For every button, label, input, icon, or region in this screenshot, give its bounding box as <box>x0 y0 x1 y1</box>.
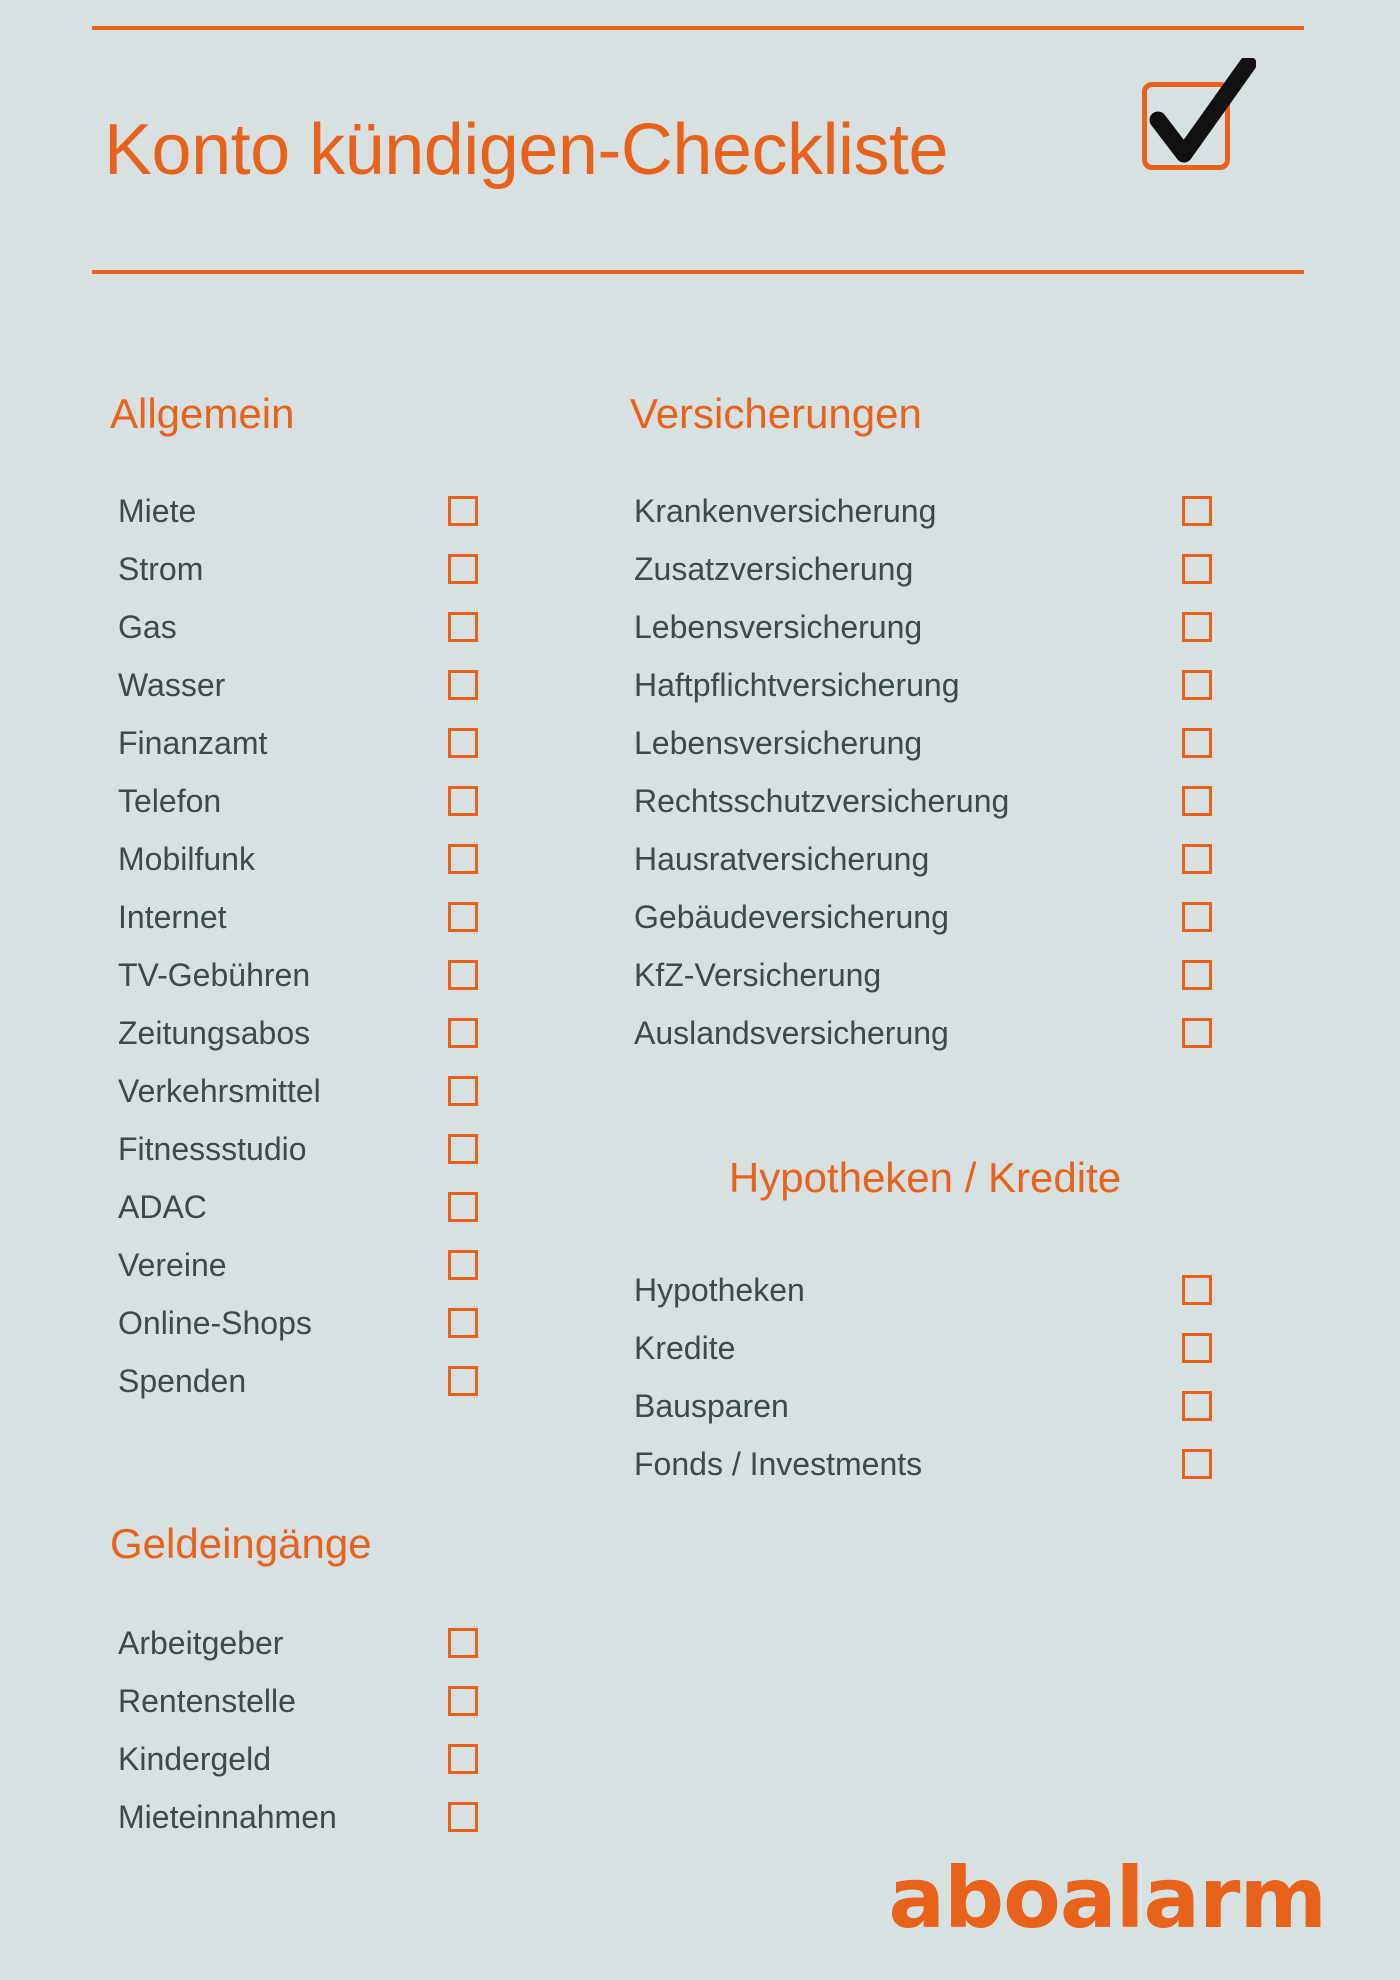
list-item[interactable] <box>100 540 600 598</box>
list-item[interactable] <box>100 946 600 1004</box>
checkbox[interactable] <box>448 496 478 526</box>
checkbox[interactable] <box>448 1366 478 1396</box>
list-item[interactable] <box>100 1730 600 1788</box>
checkbox[interactable] <box>448 1802 478 1832</box>
section-title-allgemein: Allgemein <box>110 390 295 437</box>
checkbox[interactable] <box>1182 496 1212 526</box>
item-label: Kredite <box>634 1329 736 1366</box>
aboalarm-logo: aboalarm <box>888 1849 1326 1947</box>
list-item[interactable] <box>620 830 1230 888</box>
list-item[interactable] <box>620 1004 1230 1062</box>
item-label: Arbeitgeber <box>118 1625 284 1662</box>
list-item[interactable] <box>620 772 1230 830</box>
list-item[interactable] <box>620 1377 1230 1435</box>
list-item[interactable] <box>100 1294 600 1352</box>
list-item[interactable] <box>100 888 600 946</box>
item-label: Zeitungsabos <box>118 1015 311 1052</box>
checkbox[interactable] <box>1182 1018 1212 1048</box>
section-hypotheken <box>620 1150 1230 1493</box>
list-item[interactable] <box>100 656 600 714</box>
item-label: Haftpflichtversicherung <box>634 667 960 704</box>
list-item[interactable] <box>100 830 600 888</box>
list-item[interactable] <box>620 714 1230 772</box>
list-item[interactable] <box>100 772 600 830</box>
item-label: Hypotheken <box>634 1271 805 1308</box>
list-item[interactable] <box>100 1672 600 1730</box>
list-item[interactable] <box>100 1178 600 1236</box>
header-divider-bottom <box>92 270 1304 274</box>
item-label: Bausparen <box>634 1387 789 1424</box>
checkbox[interactable] <box>448 786 478 816</box>
checkbox[interactable] <box>448 728 478 758</box>
geldeingaenge-list <box>100 1614 600 1846</box>
item-label: Spenden <box>118 1363 247 1400</box>
checkbox[interactable] <box>448 554 478 584</box>
hypotheken-list <box>620 1261 1230 1493</box>
checkbox[interactable] <box>1182 554 1212 584</box>
checkbox[interactable] <box>1182 728 1212 758</box>
list-item[interactable] <box>620 946 1230 1004</box>
list-item[interactable] <box>100 1236 600 1294</box>
checkbox[interactable] <box>448 1018 478 1048</box>
item-label: Telefon <box>118 783 222 820</box>
section-versicherungen <box>620 390 1230 1062</box>
item-label: Rentenstelle <box>118 1683 296 1720</box>
list-item[interactable] <box>100 1352 600 1410</box>
list-item[interactable] <box>620 888 1230 946</box>
item-label: Zusatzversicherung <box>634 551 914 588</box>
item-label: Miete <box>118 493 197 530</box>
list-item[interactable] <box>620 1261 1230 1319</box>
checkbox[interactable] <box>1182 670 1212 700</box>
checkbox[interactable] <box>1182 844 1212 874</box>
item-label: Online-Shops <box>118 1305 312 1342</box>
checkbox[interactable] <box>448 960 478 990</box>
item-label: Internet <box>118 899 227 936</box>
item-label: Wasser <box>118 667 226 704</box>
list-item[interactable] <box>100 598 600 656</box>
list-item[interactable] <box>620 1435 1230 1493</box>
item-label: Lebensversicherung <box>634 609 923 646</box>
list-item[interactable] <box>100 1120 600 1178</box>
item-label: TV-Gebühren <box>118 957 311 994</box>
list-item[interactable] <box>100 714 600 772</box>
item-label: Gas <box>118 609 177 646</box>
item-label: Rechtsschutzversicherung <box>634 783 1010 820</box>
checkbox[interactable] <box>448 670 478 700</box>
section-title-geldeingaenge: Geldeingänge <box>110 1520 372 1567</box>
checkbox[interactable] <box>448 1192 478 1222</box>
checkmark-icon <box>1130 58 1250 178</box>
title-row <box>92 30 1304 270</box>
item-label: Strom <box>118 551 204 588</box>
list-item[interactable] <box>620 540 1230 598</box>
list-item[interactable] <box>100 1004 600 1062</box>
section-title-versicherungen: Versicherungen <box>630 390 922 437</box>
list-item[interactable] <box>100 482 600 540</box>
versicherungen-list <box>620 482 1230 1062</box>
allgemein-list <box>100 482 600 1410</box>
list-item[interactable] <box>100 1614 600 1672</box>
item-label: ADAC <box>118 1189 207 1226</box>
list-item[interactable] <box>620 656 1230 714</box>
checkbox[interactable] <box>448 1744 478 1774</box>
list-item[interactable] <box>100 1788 600 1846</box>
page-header <box>92 26 1304 274</box>
checkbox[interactable] <box>1182 786 1212 816</box>
page-title: Konto kündigen-Checkliste <box>104 110 949 190</box>
item-label: Mobilfunk <box>118 841 255 878</box>
section-allgemein <box>100 390 600 1410</box>
checkbox[interactable] <box>448 844 478 874</box>
checkbox[interactable] <box>1182 1275 1212 1305</box>
checkbox[interactable] <box>1182 612 1212 642</box>
list-item[interactable] <box>620 598 1230 656</box>
checkbox[interactable] <box>448 1076 478 1106</box>
item-label: Fonds / Investments <box>634 1445 923 1482</box>
item-label: Kindergeld <box>118 1741 271 1778</box>
checkbox[interactable] <box>1182 1333 1212 1363</box>
checkbox[interactable] <box>448 902 478 932</box>
checkbox[interactable] <box>1182 1391 1212 1421</box>
checkbox[interactable] <box>448 612 478 642</box>
checkbox[interactable] <box>448 1134 478 1164</box>
section-geldeingaenge <box>100 1520 600 1846</box>
item-label: Auslandsversicherung <box>634 1015 949 1052</box>
item-label: Krankenversicherung <box>634 493 937 530</box>
checkbox[interactable] <box>448 1308 478 1338</box>
item-label: Fitnessstudio <box>118 1131 307 1168</box>
checkbox[interactable] <box>1182 1449 1212 1479</box>
item-label: Lebensversicherung <box>634 725 923 762</box>
checkbox[interactable] <box>1182 902 1212 932</box>
list-item[interactable] <box>620 1319 1230 1377</box>
item-label: KfZ-Versicherung <box>634 957 882 994</box>
item-label: Mieteinnahmen <box>118 1799 337 1836</box>
item-label: Vereine <box>118 1247 227 1284</box>
item-label: Verkehrsmittel <box>118 1073 321 1110</box>
checkbox[interactable] <box>448 1250 478 1280</box>
checkbox[interactable] <box>1182 960 1212 990</box>
checkbox[interactable] <box>448 1628 478 1658</box>
list-item[interactable] <box>100 1062 600 1120</box>
item-label: Gebäudeversicherung <box>634 899 949 936</box>
checkbox[interactable] <box>448 1686 478 1716</box>
item-label: Finanzamt <box>118 725 268 762</box>
list-item[interactable] <box>620 482 1230 540</box>
item-label: Hausratversicherung <box>634 841 930 878</box>
section-title-hypotheken: Hypotheken / Kredite <box>728 1154 1122 1201</box>
